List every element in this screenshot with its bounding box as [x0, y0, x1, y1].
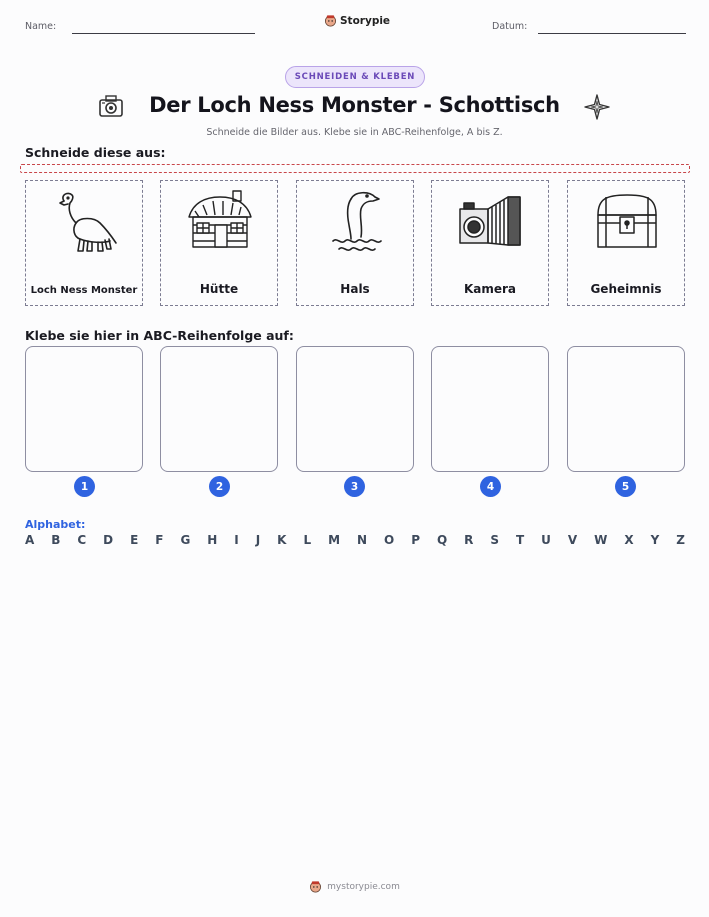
camera-icon: [98, 94, 126, 120]
name-line[interactable]: [72, 33, 255, 34]
alphabet-letter: D: [103, 533, 114, 547]
alphabet-letter: J: [255, 533, 261, 547]
paste-slot[interactable]: [431, 346, 549, 472]
sparkle-icon: [583, 93, 611, 121]
card-label: Hals: [340, 282, 370, 296]
alphabet-letter: V: [567, 533, 578, 547]
slot-number: 1: [74, 476, 95, 497]
date-label: Datum:: [492, 21, 528, 32]
alphabet-letter: W: [594, 533, 608, 547]
cut-card[interactable]: [296, 180, 414, 306]
alphabet-letter: C: [77, 533, 87, 547]
page-title: Der Loch Ness Monster - Schottisch: [149, 93, 560, 117]
cut-card[interactable]: [160, 180, 278, 306]
alphabet-letter: A: [25, 533, 35, 547]
alphabet-label: Alphabet:: [25, 518, 86, 531]
activity-badge: SCHNEIDEN & KLEBEN: [285, 66, 425, 88]
instructions: Schneide die Bilder aus. Klebe sie in ABC-Reihenfolge, A bis Z.: [206, 127, 503, 138]
mascot-icon: [324, 14, 337, 27]
alphabet-letter: Y: [650, 533, 660, 547]
paste-heading: Klebe sie hier in ABC-Reihenfolge auf:: [25, 328, 294, 343]
alphabet-letter: R: [464, 533, 474, 547]
camera-icon: [456, 187, 526, 257]
slot-number: 2: [209, 476, 230, 497]
paste-slot[interactable]: [567, 346, 685, 472]
cut-heading: Schneide diese aus:: [25, 145, 166, 160]
card-label: Geheimnis: [590, 282, 662, 296]
slot-number: 5: [615, 476, 636, 497]
card-label: Hütte: [199, 282, 239, 296]
alphabet-letter: O: [384, 533, 395, 547]
cut-card[interactable]: [25, 180, 143, 306]
alphabet-letter: B: [51, 533, 61, 547]
alphabet-letter: Z: [676, 533, 685, 547]
paste-slot[interactable]: [25, 346, 143, 472]
date-line[interactable]: [538, 33, 686, 34]
card-label: Loch Ness Monster: [30, 285, 138, 296]
slot-number: 3: [344, 476, 365, 497]
alphabet-letter: N: [357, 533, 368, 547]
alphabet-letter: S: [490, 533, 499, 547]
alphabet-letter: K: [277, 533, 287, 547]
alphabet-letter: T: [515, 533, 525, 547]
brand-logo: [324, 14, 390, 27]
alphabet-letter: P: [411, 533, 420, 547]
name-label: Name:: [25, 21, 57, 32]
alphabet-letter: I: [234, 533, 239, 547]
alphabet-letter: E: [130, 533, 139, 547]
cut-line: [20, 164, 690, 173]
alphabet-row: [25, 533, 685, 547]
alphabet-letter: G: [180, 533, 191, 547]
paste-slot[interactable]: [296, 346, 414, 472]
cut-card[interactable]: [567, 180, 685, 306]
paste-slot[interactable]: [160, 346, 278, 472]
hut-icon: [185, 187, 255, 257]
card-label: Kamera: [463, 282, 517, 296]
alphabet-letter: U: [541, 533, 551, 547]
treasure-chest-icon: [592, 187, 662, 257]
footer: [0, 880, 709, 893]
mascot-icon: [309, 880, 322, 893]
brand-name: Storypie: [340, 14, 391, 27]
alphabet-letter: M: [328, 533, 341, 547]
alphabet-letter: F: [155, 533, 164, 547]
alphabet-letter: L: [303, 533, 312, 547]
cut-card[interactable]: [431, 180, 549, 306]
dinosaur-icon: [50, 187, 120, 257]
alphabet-letter: X: [624, 533, 634, 547]
footer-site[interactable]: mystorypie.com: [327, 881, 400, 892]
alphabet-letter: Q: [436, 533, 448, 547]
slot-number: 4: [480, 476, 501, 497]
alphabet-letter: H: [207, 533, 218, 547]
sea-serpent-icon: [321, 187, 391, 257]
